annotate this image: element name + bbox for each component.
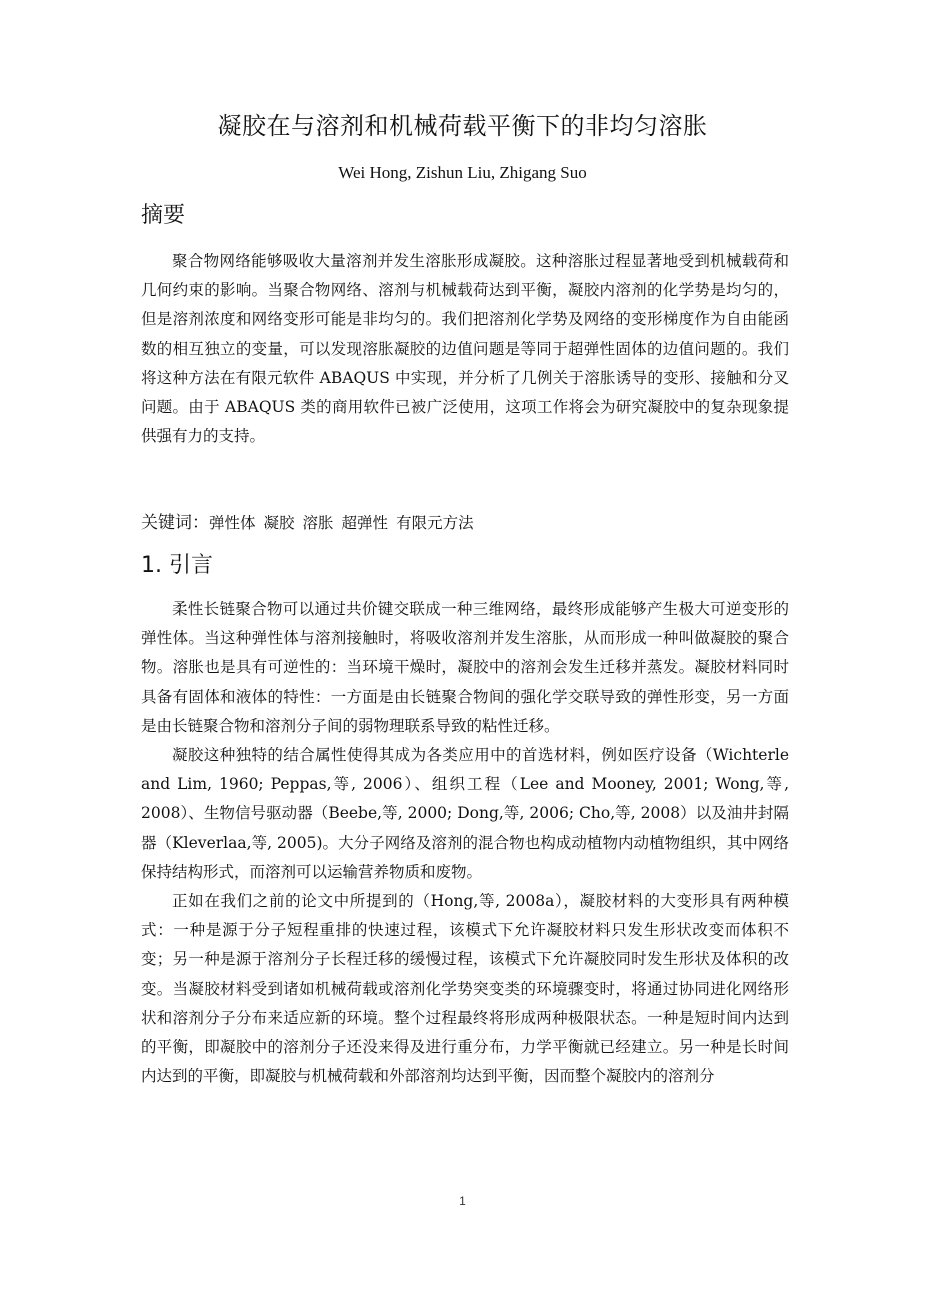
intro-paragraph: 正如在我们之前的论文中所提到的（Hong,等, 2008a），凝胶材料的大变形具有两种模式：一种是源于分子短程重排的快速过程，该模式下允许凝胶材料只发生形状改变而体积不变；另一种是源于溶剂分子长程迁移的缓慢过程，该模式下允许凝胶同时发生形状及体积的改变。当凝胶材料受到诸如机械荷载或溶剂化学势突变类的环境骤变时，将通过协同进化网络形状和溶剂分子分布来适应新的环境。整个过程最终将形成两种极限状态。一种是短时间内达到的平衡，即凝胶中的溶剂分子还没来得及进行重分布，力学平衡就已经建立。另一种是长时间内达到的平衡，即凝胶与机械荷载和外部溶剂均达到平衡，因而整个凝胶内的溶剂分: [141, 892, 789, 1086]
intro-heading: 1. 引言: [141, 553, 213, 578]
intro-paragraph: 柔性长链聚合物可以通过共价键交联成一种三维网络，最终形成能够产生极大可逆变形的弹性体。当这种弹性体与溶剂接触时，将吸收溶剂并发生溶胀，从而形成一种叫做凝胶的聚合物。溶胀也是具有可逆性的：当环境干燥时，凝胶中的溶剂会发生迁移并蒸发。凝胶材料同时具备有固体和液体的特性：一方面是由长链聚合物间的强化学交联导致的弹性形变，另一方面是由长链聚合物和溶剂分子间的弱物理联系导致的粘性迁移。: [141, 600, 789, 735]
intro-section: [141, 595, 789, 1091]
keyword: 溶胀: [302, 514, 334, 532]
abstract-heading: 摘要: [141, 203, 186, 228]
page-number: 1: [459, 1194, 466, 1208]
abstract-paragraph: 聚合物网络能够吸收大量溶剂并发生溶胀形成凝胶。这种溶胀过程显著地受到机械载荷和几何约束的影响。当聚合物网络、溶剂与机械载荷达到平衡，凝胶内溶剂的化学势是均匀的，但是溶剂浓度和网络变形可能是非均匀的。我们把溶剂化学势及网络的变形梯度作为自由能函数的相互独立的变量，可以发现溶胀凝胶的边值问题是等同于超弹性固体的边值问题的。我们将这种方法在有限元软件 ABAQUS 中实现，并分析了几例关于溶胀诱导的变形、接触和分叉问题。由于 ABAQUS 类的商用软件已被广泛使用，这项工作将会为研究凝胶中的复杂现象提供强有力的支持。: [141, 252, 789, 446]
keywords-line: [141, 508, 789, 533]
keyword: 有限元方法: [396, 514, 474, 532]
intro-paragraph: 凝胶这种独特的结合属性使得其成为各类应用中的首选材料，例如医疗设备（Wichterle and Lim, 1960; Peppas,等, 2006）、组织工程（Lee and Mooney, 2001; Wong,等, 2008）、生物信号驱动器（Beebe,等, 2000; Dong,等, 2006; Cho,等, 2008）以及油井封隔器（Kleverlaa,等, 2005)。大分子网络及溶剂的混合物也构成动植物内动植物组织，其中网络保持结构形式，而溶剂可以运输营养物质和废物。: [141, 746, 789, 881]
abstract-section: [141, 247, 789, 451]
keyword: 弹性体: [209, 514, 256, 532]
paper-title: 凝胶在与溶剂和机械荷载平衡下的非均匀溶胀: [217, 112, 708, 140]
author-list: Wei Hong, Zishun Liu, Zhigang Suo: [338, 163, 587, 182]
keyword: 超弹性: [341, 514, 389, 532]
keyword: 凝胶: [263, 514, 295, 532]
keywords-label: 关键词：: [141, 513, 209, 533]
